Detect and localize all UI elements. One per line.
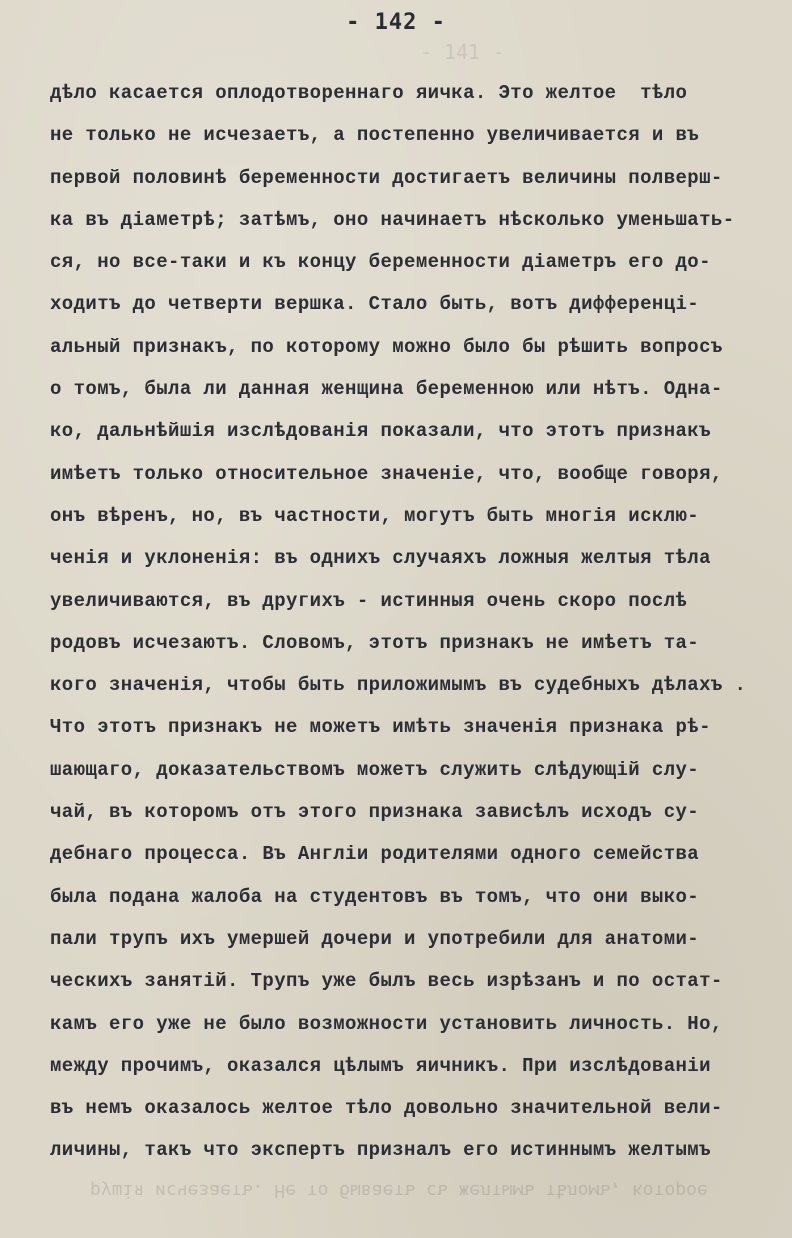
text-line: о томъ, была ли данная женщина беременною или нѣтъ. Одна-	[50, 378, 723, 401]
text-line: Что этотъ признакъ не можетъ имѣть значенія признака рѣ-	[50, 716, 711, 739]
text-line: родовъ исчезаютъ. Словомъ, этотъ признакъ не имѣетъ та-	[50, 631, 700, 654]
text-line: ходитъ до четверти вершка. Стало быть, вотъ дифференці-	[50, 293, 700, 316]
page-number: - 142 -	[346, 10, 446, 35]
text-line: альный признакъ, по которому можно было бы рѣшить вопросъ	[50, 335, 723, 358]
text-line: дѣло касается оплодотвореннаго яичка. Это желтое тѣло	[50, 82, 688, 104]
text-line: не только не исчезаетъ, а постепенно увеличивается и въ	[50, 124, 700, 147]
bleed-through-text: рушія исчезаетъ. Не то бываетъ съ желтымъ тѣломъ, которое	[90, 1180, 708, 1201]
text-line: имѣетъ только относительное значеніе, что, вообще говоря,	[50, 462, 723, 485]
text-line: пали трупъ ихъ умершей дочери и употребили для анатоми-	[50, 927, 700, 950]
text-line: ко, дальнѣйшія изслѣдованія показали, что этотъ признакъ	[50, 420, 711, 443]
text-line: ся, но все-таки и къ концу беременности діаметръ его до-	[50, 251, 711, 274]
text-line: камъ его уже не было возможности установить личность. Но,	[50, 1012, 723, 1035]
text-line: между прочимъ, оказался цѣлымъ яичникъ. При изслѣдованіи	[50, 1054, 711, 1077]
text-line: шающаго, доказательствомъ можетъ служить слѣдующій слу-	[50, 758, 700, 781]
text-line: ческихъ занятій. Трупъ уже былъ весь изрѣзанъ и по остат-	[50, 970, 723, 993]
text-line: ка въ діаметрѣ; затѣмъ, оно начинаетъ нѣсколько уменьшать-	[50, 208, 735, 231]
text-line: была подана жалоба на студентовъ въ томъ, что они выко-	[50, 885, 700, 908]
text-line: онъ вѣренъ, но, въ частности, могутъ быть многія исклю-	[50, 504, 700, 527]
text-line: дебнаго процесса. Въ Англіи родителями одного семейства	[50, 843, 700, 866]
text-line: первой половинѣ беременности достигаетъ величины полверш-	[50, 166, 723, 189]
text-line: ченія и уклоненія: въ однихъ случаяхъ ложныя желтыя тѣла	[50, 547, 711, 570]
body-text	[50, 72, 790, 1172]
text-line: увеличиваются, въ другихъ - истинныя очень скоро послѣ	[50, 589, 688, 612]
bleed-through-page-number: - 141 -	[420, 40, 505, 64]
text-line: личины, такъ что экспертъ призналъ его истиннымъ желтымъ	[50, 1139, 711, 1162]
text-line: кого значенія, чтобы быть приложимымъ въ судебныхъ дѣлахъ .	[50, 674, 747, 697]
text-line: въ немъ оказалось желтое тѣло довольно значительной вели-	[50, 1097, 723, 1120]
text-line: чай, въ которомъ отъ этого признака зависѣлъ исходъ су-	[50, 801, 700, 824]
